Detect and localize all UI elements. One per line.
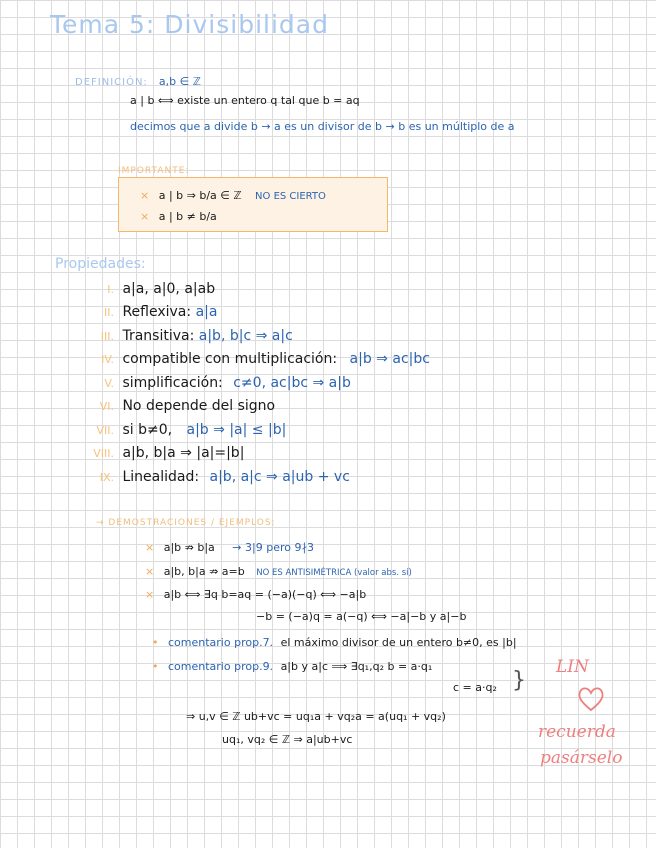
comment-prop-9-label: comentario prop.9. [168,660,274,673]
property-8 [88,445,244,461]
property-text: Reflexiva: [122,304,192,320]
heart-icon [576,684,606,714]
property-number: VI. [99,400,114,413]
property-text: compatible con multiplicación: [122,351,338,367]
properties-label: Propiedades: [55,256,146,272]
important-label: IMPORTANTE: [118,166,190,176]
definition-set: a,b ∈ ℤ [158,75,201,88]
bullet-icon: • [152,660,159,673]
example-2-text: a|b, b|a ⇏ a=b [163,565,245,578]
property-number: I. [107,283,114,296]
property-text: No depende del signo [122,398,276,414]
property-formula: a|b, b|c ⇒ a|c [198,328,293,344]
property-3 [88,328,293,344]
note-line-2: pasárselo [540,748,623,768]
example-3-continuation: −b = (−a)q = a(−q) ⟺ −a|−b y a|−b [256,610,467,623]
definition-header [75,70,201,89]
property-1 [88,281,215,297]
property-number: VIII. [93,447,114,460]
comment-prop-9-text: a|b y a|c ⟹ ∃q₁,q₂ b = a·q₁ [280,660,433,673]
comment-prop-9-line-3: ⇒ u,v ∈ ℤ ub+vc = uq₁a + vq₂a = a(uq₁ + vq₂) [186,710,446,723]
property-7 [88,422,286,438]
comment-prop-7 [152,636,517,649]
property-text: si b≠0, [122,422,173,438]
note-line-1: recuerda [538,722,616,742]
example-1 [145,541,314,554]
property-formula: a|a [195,304,218,320]
example-3 [145,588,366,601]
definition-line-1: a | b ⟺ existe un entero q tal que b = aq [130,94,360,107]
brace-icon: } [512,668,526,693]
definition-line-2: decimos que a divide b → a es un divisor de b → b es un múltiplo de a [130,120,515,133]
property-number: IV. [101,353,114,366]
property-text: Transitiva: [122,328,195,344]
property-4 [88,351,430,367]
page-title: Tema 5: Divisibilidad [50,10,329,39]
bullet-icon: × [140,210,150,223]
property-number: III. [100,330,114,343]
property-6 [88,398,275,414]
bullet-icon: × [145,588,155,601]
definition-label: DEFINICIÓN: [75,77,148,88]
property-number: II. [104,306,114,319]
property-formula: a|b, a|c ⇒ a|ub + vc [209,469,350,485]
important-item-1 [140,189,326,202]
demonstrations-label: → DEMOSTRACIONES / EJEMPLOS: [96,518,276,528]
comment-prop-7-text: el máximo divisor de un entero b≠0, es |b| [280,636,517,649]
property-formula: a|b ⇒ ac|bc [349,351,430,367]
property-number: VII. [96,424,114,437]
example-2 [145,565,412,578]
property-5 [88,375,351,391]
bullet-icon: × [145,541,155,554]
bullet-icon: × [140,189,150,202]
comment-prop-7-label: comentario prop.7. [168,636,274,649]
example-1-text: a|b ⇏ b|a [163,541,215,554]
example-2-note: NO ES ANTISIMÉTRICA (valor abs. sí) [256,568,412,578]
bullet-icon: • [152,636,159,649]
property-9 [88,469,350,485]
bullet-icon: × [145,565,155,578]
important-box [118,177,388,232]
important-item-2-text: a | b ≠ b/a [158,210,217,223]
property-text: a|a, a|0, a|ab [122,281,216,297]
property-text: simplificación: [122,375,223,391]
example-3-text: a|b ⟺ ∃q b=aq = (−a)(−q) ⟺ −a|b [163,588,367,601]
property-formula: c≠0, ac|bc ⇒ a|b [233,375,351,391]
comment-prop-9 [152,660,432,673]
property-2 [88,304,217,320]
property-number: IX. [99,471,114,484]
property-text: a|b, b|a ⇒ |a|=|b| [122,445,245,461]
example-1-counter: → 3|9 pero 9∤3 [232,541,314,554]
comment-prop-9-line-2: c = a·q₂ [453,681,497,694]
important-item-1-text: a | b ⇒ b/a ∈ ℤ [158,189,242,202]
comment-prop-9-line-4: uq₁, vq₂ ∈ ℤ ⇒ a|ub+vc [222,733,353,746]
property-formula: a|b ⇒ |a| ≤ |b| [186,422,287,438]
important-item-2 [140,210,217,223]
property-number: V. [104,377,114,390]
property-text: Linealidad: [122,469,200,485]
important-item-1-note: NO ES CIERTO [255,191,326,202]
note-name: LIN [556,657,589,677]
